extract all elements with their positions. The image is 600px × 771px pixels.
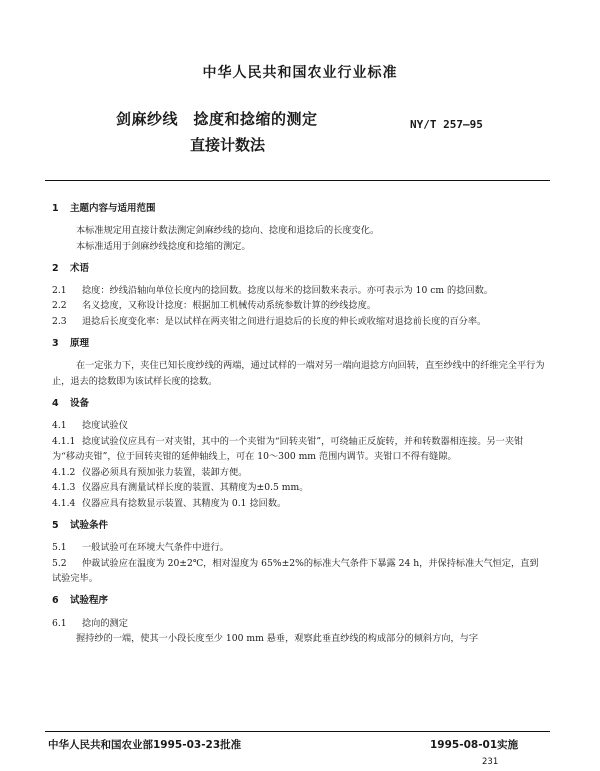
section-heading: 2 术语 — [52, 262, 90, 274]
subclause-heading: 6.1 捻向的测定 — [52, 617, 128, 629]
footer-divider — [45, 731, 550, 732]
clause: 4.1.4 仪器应具有捻数显示装置、其精度为 0.1 捻回数。 — [52, 498, 287, 509]
clause: 5.2 仲裁试验应在温度为 20±2℃，相对湿度为 65%±2%的标准大气条件下暴露 24 h，并保持标准大气恒定，直到试验完毕。 — [52, 557, 539, 585]
clause: 4.1.1 捻度试验仪应具有一对夹钳，其中的一个夹钳为“回转夹钳”，可绕轴正反旋转，并和转数器相连接。另一夹钳为“移动夹钳”，位于回转夹钳的延伸轴线上，可在 10～300 mm 范围内调节。夹钳口不得有缝隙。 — [52, 435, 524, 463]
page-number: 231 — [482, 757, 499, 767]
section-heading: 1 主题内容与适用范围 — [52, 203, 156, 214]
clause: 4.1.3 仪器应具有测量试样长度的装置、其精度为±0.5 mm。 — [52, 482, 309, 494]
clause: 5.1 一般试验可在环境大气条件中进行。 — [52, 542, 229, 554]
paragraph: 在一定张力下，夹住已知长度纱线的两端，通过试样的一端对另一端向退捻方向回转，直至纱线中的纤维完全平行为止，退去的捻数即为该试样长度的捻数。 — [52, 360, 545, 387]
paragraph: 本标准规定用直接计数法测定剑麻纱线的捻向、捻度和退捻后的长度变化。 — [76, 225, 380, 237]
standard-code: NY/T 257—95 — [410, 118, 483, 131]
document-body — [52, 201, 546, 647]
section-heading: 6 试验程序 — [52, 595, 109, 607]
document-subtitle: 直接计数法 — [190, 136, 266, 154]
clause: 2.3 退捻后长度变化率：是以试样在两夹钳之间进行退捻后的长度的伸长或收缩对退捻前长度的百分率。 — [52, 316, 487, 328]
header-divider — [45, 180, 550, 181]
paragraph: 握持纱的一端，使其一小段长度至少 100 mm 悬垂，观察此垂直纱线的构成部分的倾斜方向，与字 — [76, 633, 479, 645]
approval-date: 中华人民共和国农业部1995-03-23批准 — [48, 739, 242, 751]
clause: 2.2 名义捻度，又称设计捻度：根据加工机械传动系统参数计算的纱线捻度。 — [52, 300, 376, 312]
document-title: 剑麻纱线 捻度和捻缩的测定 — [116, 110, 318, 128]
section-heading: 5 试验条件 — [52, 520, 109, 532]
clause: 2.1 捻度：纱线沿轴向单位长度内的捻回数。捻度以每米的捻回数来表示。亦可表示为 10 cm 的捻回数。 — [52, 284, 493, 296]
clause: 4.1.2 仪器必须具有预加张力装置，装卸方便。 — [52, 466, 248, 478]
section-heading: 3 原理 — [52, 338, 90, 350]
standard-organization: 中华人民共和国农业行业标准 — [202, 65, 398, 81]
section-heading: 4 设备 — [52, 397, 90, 409]
subclause-heading: 4.1 捻度试验仪 — [52, 420, 128, 432]
paragraph: 本标准适用于剑麻纱线捻度和捻缩的测定。 — [76, 240, 251, 252]
implementation-date: 1995-08-01实施 — [430, 739, 519, 751]
